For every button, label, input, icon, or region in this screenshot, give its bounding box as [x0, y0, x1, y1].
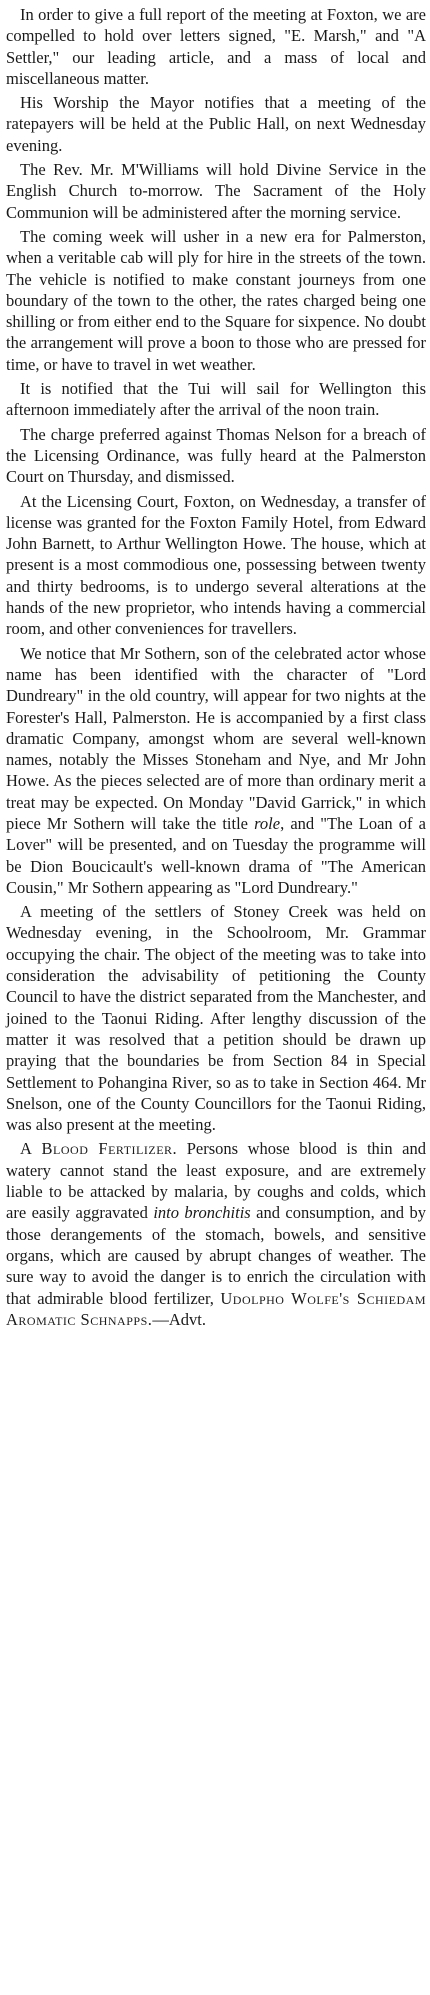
paragraph-stoney-creek: A meeting of the settlers of Stoney Creek was held on Wednesday evening, in the Schoolroom, Mr. Grammar occupying the chair. The object of the meeting was to take into consideration the advisability of petitioning the County Council to have the district separated from the Manchester, and joined to the Taonui Riding. After lengthy discussion of the matter it was resolved that a petition should be drawn up praying that the boundaries be from Section 84 in Special Settlement to Pohangina River, so as to take in Section 464. Mr Snelson, one of the County Councillors for the Taonui Riding, was also present at the meeting.: [6, 902, 426, 1135]
advert-tag: —Advt.: [152, 1309, 206, 1329]
sothern-role-word: role: [254, 813, 281, 833]
advert-heading: A Blood Fertilizer.: [20, 1139, 178, 1159]
advert-italic-text: into bronchitis: [153, 1203, 251, 1223]
paragraph-cab-service: The coming week will usher in a new era for Palmerston, when a veritable cab will ply for hire in the streets of the town. The vehicle is notified to make constant journeys from one boundary of the town to the other, the rates charged being one shilling or from either end to the Square for sixpence. No doubt the arrangement will prove a boon to those who are pressed for time, or have to travel in wet weather.: [6, 226, 426, 374]
paragraph-sothern-theatre: [6, 643, 426, 899]
paragraph-nelson-charge: The charge preferred against Thomas Nelson for a breach of the Licensing Ordinance, was fully heard at the Palmerston Court on Thursday, and dismissed.: [6, 424, 426, 487]
sothern-text-part2: , and "The Loan of a Lover" will be presented, and on Tuesday the programme will be Dion Boucicault's well-known drama of "The American Cousin," Mr Sothern appearing as "Lord Dundreary.": [6, 813, 426, 897]
paragraph-mayor-notice: His Worship the Mayor notifies that a meeting of the ratepayers will be held at the Public Hall, on next Wednesday evening.: [6, 93, 426, 155]
paragraph-foxton-report: In order to give a full report of the meeting at Foxton, we are compelled to hold over letters signed, "E. Marsh," and "A Settler," our leading article, and a mass of local and miscellaneous matter.: [6, 5, 426, 88]
sothern-text-part1: We notice that Mr Sothern, son of the celebrated actor whose name has been identified with the character of "Lord Dundreary" in the old country, will appear for two nights at the Forester's Hall, Palmerston. He is accompanied by a first class dramatic Company, amongst whom are several well-known names, notably the Misses Stoneham and Nye, and Mr John Howe. As the pieces selected are of more than ordinary merit a treat may be expected. On Monday "David Garrick," in which piece Mr Sothern will take the title: [6, 643, 426, 833]
advert-brand-name: Udolpho Wolfe's Schiedam Aromatic Schnapps.: [6, 1288, 426, 1329]
paragraph-blood-fertilizer-advert: [6, 1138, 426, 1330]
paragraph-licensing-court: At the Licensing Court, Foxton, on Wednesday, a transfer of license was granted for the Foxton Family Hotel, from Edward John Barnett, to Arthur Wellington Howe. The house, which at present is a most commodious one, possessing between twenty and thirty bedrooms, is to undergo several alterations at the hands of the new proprietor, who intends having a commercial room, and other conveniences for travellers.: [6, 491, 426, 639]
paragraph-tui-sailing: It is notified that the Tui will sail for Wellington this afternoon immediately after the arrival of the noon train.: [6, 379, 426, 420]
advert-text-part2: and consumption, and by those derangements of the stomach, bowels, and sensitive organs, which are caused by abrupt changes of weather. The sure way to avoid the danger is to enrich the circulation with that admirable blood fertilizer,: [6, 1203, 426, 1308]
paragraph-divine-service: The Rev. Mr. M'Williams will hold Divine Service in the English Church to-morrow. The Sacrament of the Holy Communion will be administered after the morning service.: [6, 160, 426, 222]
advert-text-part1: Persons whose blood is thin and watery cannot stand the least exposure, and are extremely liable to be attacked by malaria, by coughs and colds, which are easily aggravated: [6, 1139, 426, 1223]
